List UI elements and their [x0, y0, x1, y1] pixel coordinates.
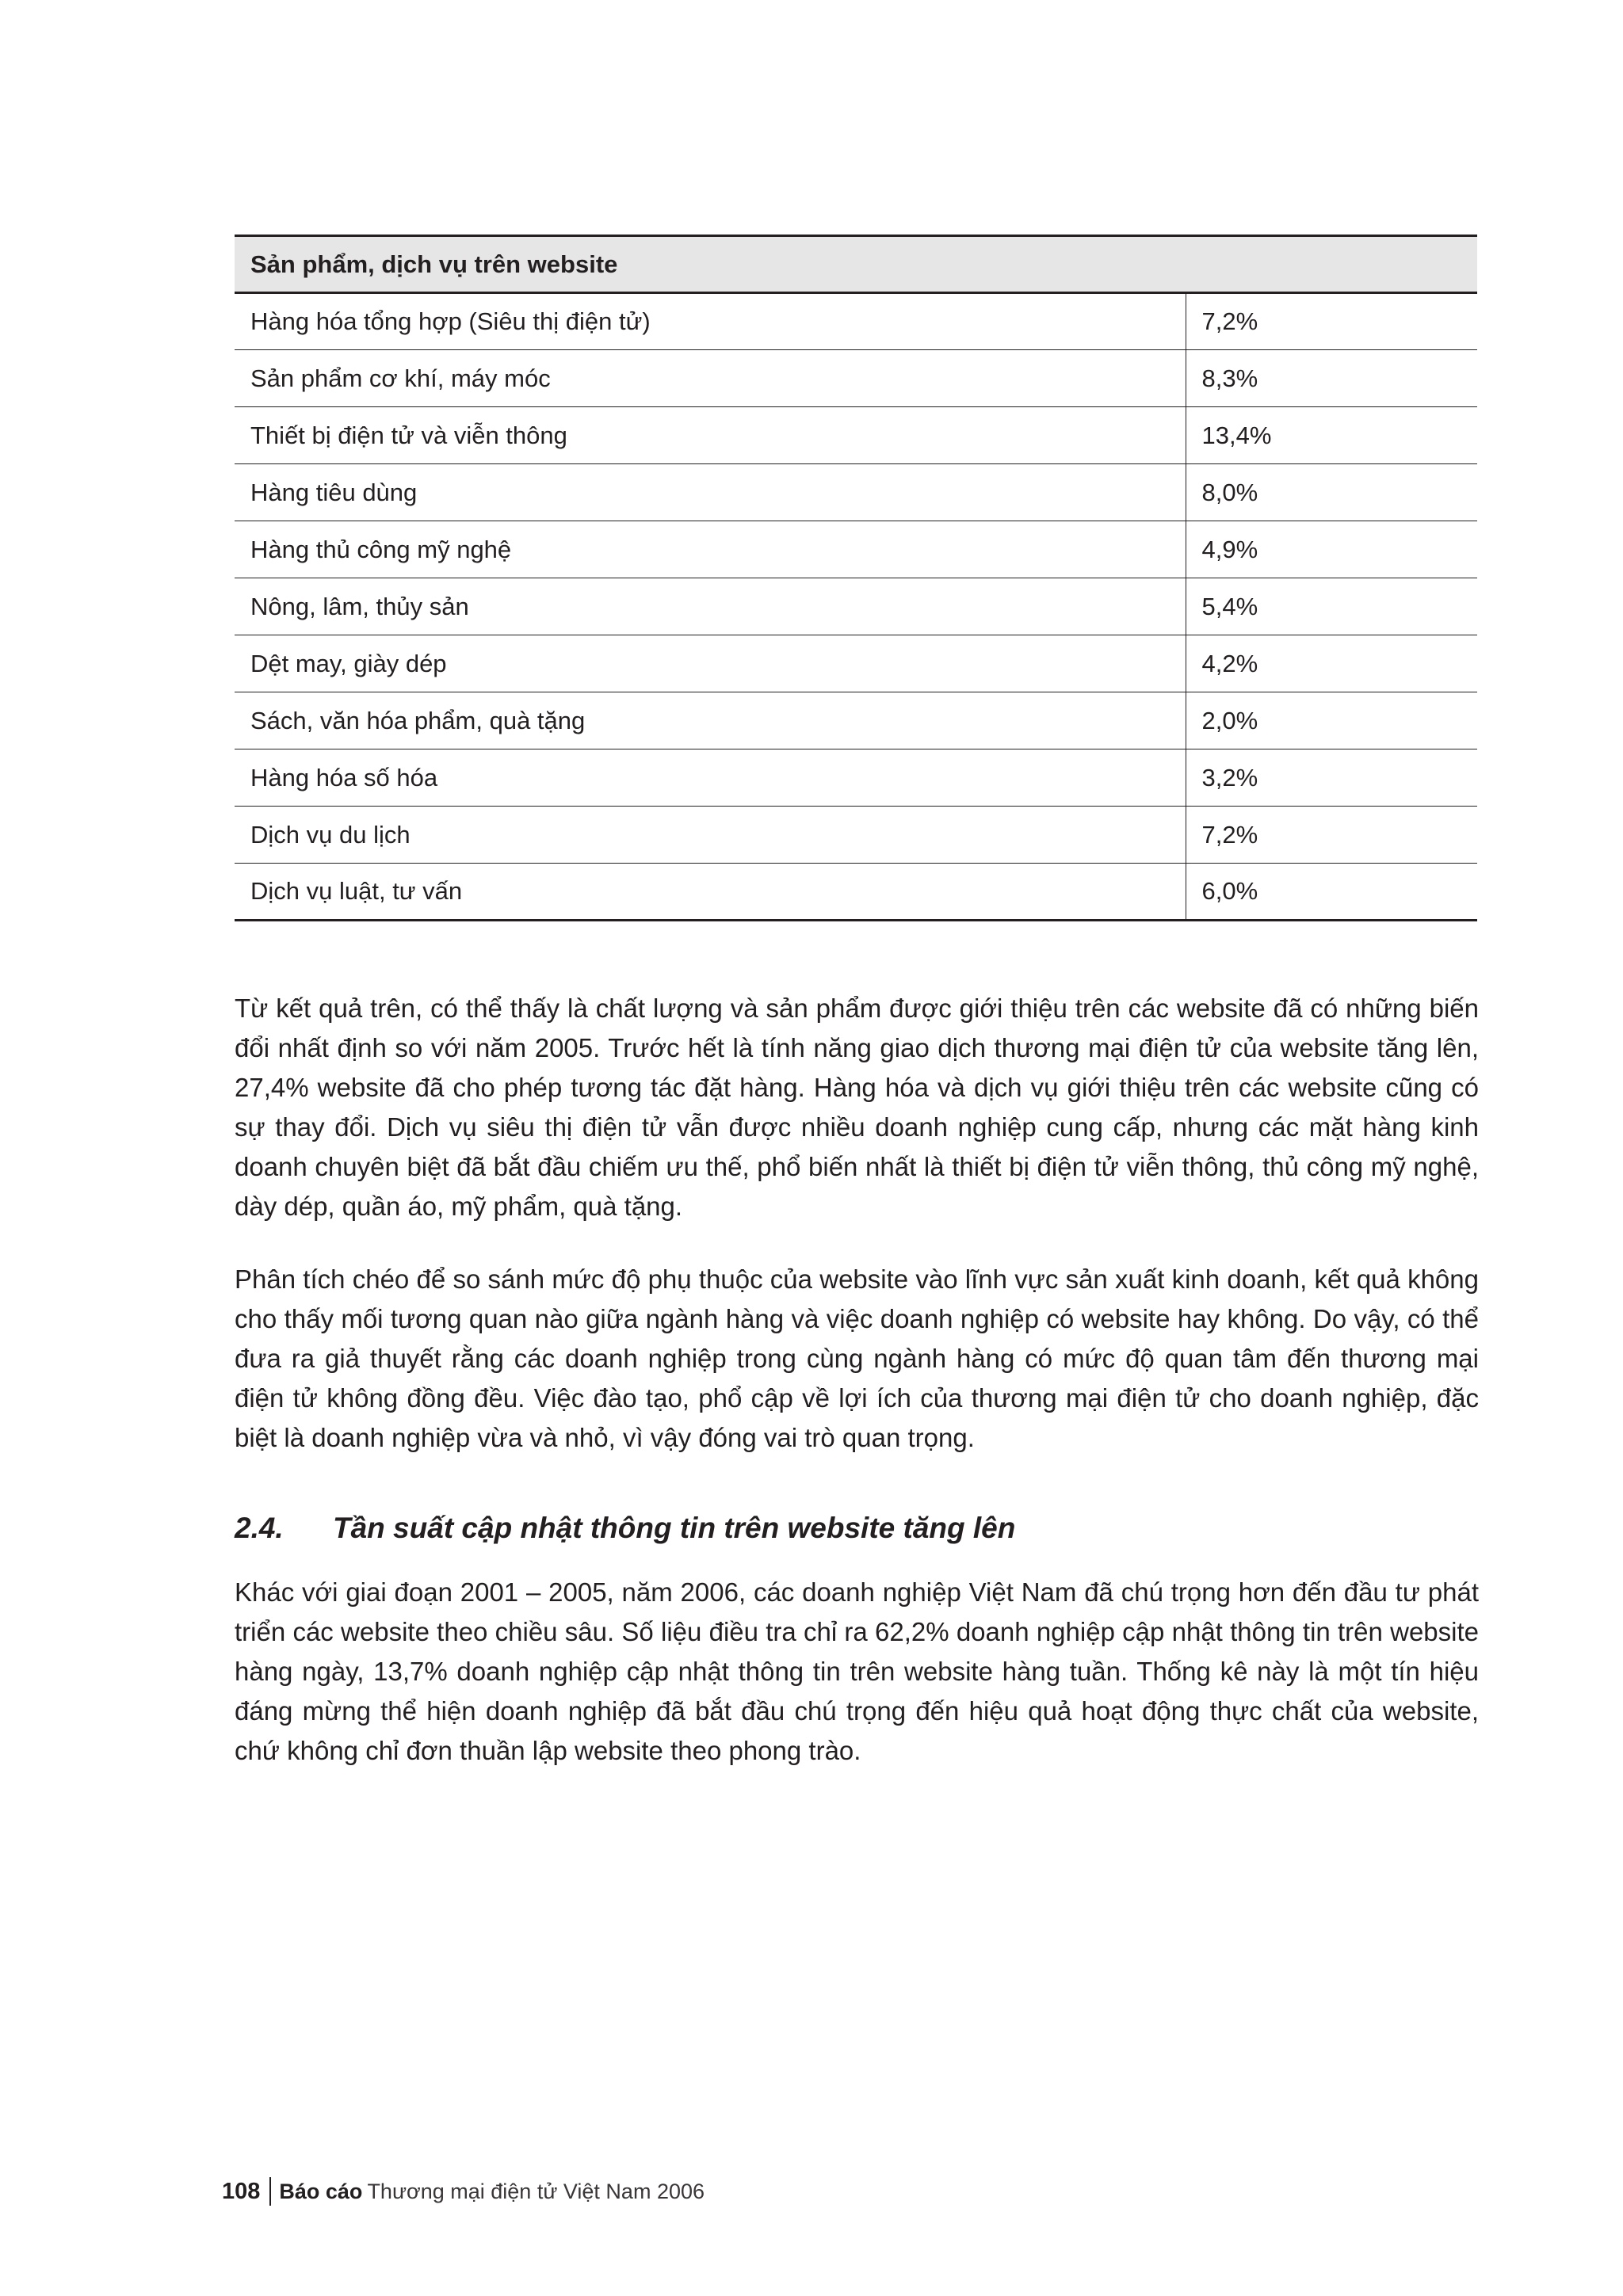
- table-row: [235, 635, 1477, 692]
- table-row: [235, 578, 1477, 635]
- table-row: [235, 350, 1477, 407]
- row-value: 8,0%: [1186, 464, 1477, 521]
- report-word: Báo cáo: [279, 2179, 363, 2203]
- body-paragraph-1: Từ kết quả trên, có thể thấy là chất lượng và sản phẩm được giới thiệu trên các website đã có những biến đổi nhất định so với năm 2005. Trước hết là tính năng giao dịch thương mại điện tử của website tăng lên, 27,4% website đã cho phép tương tác đặt hàng. Hàng hóa và dịch vụ giới thiệu trên các website cũng có sự thay đổi. Dịch vụ siêu thị điện tử vẫn được nhiều doanh nghiệp cung cấp, nhưng các mặt hàng kinh doanh chuyên biệt đã bắt đầu chiếm ưu thế, phổ biến nhất là thiết bị điện tử viễn thông, thủ công mỹ nghệ, dày dép, quần áo, mỹ phẩm, quà tặng.: [235, 994, 1479, 1221]
- row-label: Hàng hóa số hóa: [235, 749, 1186, 807]
- section-number: 2.4.: [235, 1512, 284, 1544]
- page-footer: [222, 2174, 705, 2209]
- footer-divider: [269, 2177, 271, 2206]
- table-header: Sản phẩm, dịch vụ trên website: [235, 236, 1477, 293]
- section-title: Tần suất cập nhật thông tin trên website tăng lên: [333, 1512, 1016, 1544]
- row-label: Hàng tiêu dùng: [235, 464, 1186, 521]
- row-label: Sách, văn hóa phẩm, quà tặng: [235, 692, 1186, 749]
- row-value: 6,0%: [1186, 864, 1477, 921]
- table-row: [235, 293, 1477, 350]
- row-value: 13,4%: [1186, 407, 1477, 464]
- row-value: 2,0%: [1186, 692, 1477, 749]
- row-value: 7,2%: [1186, 807, 1477, 864]
- row-label: Thiết bị điện tử và viễn thông: [235, 407, 1186, 464]
- body-paragraph-2: Phân tích chéo để so sánh mức độ phụ thuộc của website vào lĩnh vực sản xuất kinh doanh, kết quả không cho thấy mối tương quan nào giữa ngành hàng và việc doanh nghiệp có website hay không. Do vậy, có thể đưa ra giả thuyết rằng các doanh nghiệp trong cùng ngành hàng có mức độ quan tâm đến thương mại điện tử không đồng đều. Việc đào tạo, phổ cập về lợi ích của thương mại điện tử cho doanh nghiệp, đặc biệt là doanh nghiệp vừa và nhỏ, vì vậy đóng vai trò quan trọng.: [235, 1264, 1479, 1452]
- row-value: 4,9%: [1186, 521, 1477, 578]
- row-value: 7,2%: [1186, 293, 1477, 350]
- table-row: [235, 407, 1477, 464]
- section-paragraph: Khác với giai đoạn 2001 – 2005, năm 2006, các doanh nghiệp Việt Nam đã chú trọng hơn đến đầu tư phát triển các website theo chiều sâu. Số liệu điều tra chỉ ra 62,2% doanh nghiệp cập nhật thông tin trên website hàng ngày, 13,7% doanh nghiệp cập nhật thông tin trên website hàng tuần. Thống kê này là một tín hiệu đáng mừng thể hiện doanh nghiệp đã bắt đầu chú trọng đến hiệu quả hoạt động thực chất của website, chứ không chỉ đơn thuần lập website theo phong trào.: [235, 1577, 1479, 1765]
- report-title: Thương mại điện tử Việt Nam 2006: [367, 2179, 705, 2203]
- row-label: Sản phẩm cơ khí, máy móc: [235, 350, 1186, 407]
- section-heading: [235, 1512, 1015, 1545]
- table-body: [235, 293, 1477, 921]
- row-label: Dệt may, giày dép: [235, 635, 1186, 692]
- row-label: Nông, lâm, thủy sản: [235, 578, 1186, 635]
- table-row: [235, 749, 1477, 807]
- page-number: 108: [222, 2178, 261, 2204]
- table-header-row: [235, 236, 1477, 293]
- row-value: 3,2%: [1186, 749, 1477, 807]
- row-label: Hàng hóa tổng hợp (Siêu thị điện tử): [235, 293, 1186, 350]
- row-label: Dịch vụ du lịch: [235, 807, 1186, 864]
- table-row: [235, 807, 1477, 864]
- table-row: [235, 864, 1477, 921]
- products-services-table: [235, 235, 1477, 921]
- table-row: [235, 521, 1477, 578]
- row-value: 4,2%: [1186, 635, 1477, 692]
- row-label: Dịch vụ luật, tư vấn: [235, 864, 1186, 921]
- row-value: 8,3%: [1186, 350, 1477, 407]
- table-row: [235, 464, 1477, 521]
- row-value: 5,4%: [1186, 578, 1477, 635]
- table-row: [235, 692, 1477, 749]
- row-label: Hàng thủ công mỹ nghệ: [235, 521, 1186, 578]
